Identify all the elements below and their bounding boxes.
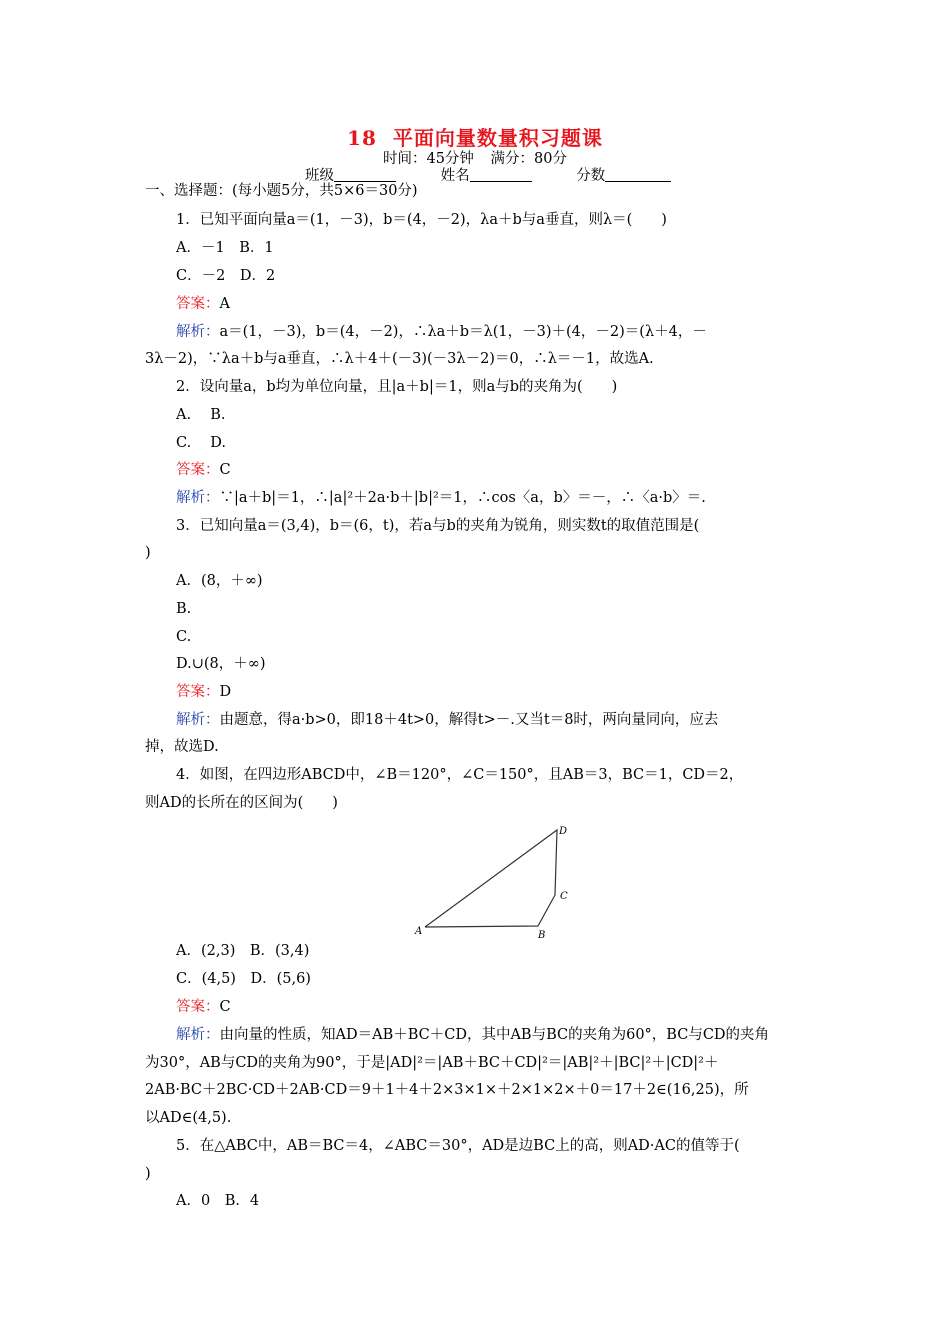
analysis-label: 解析： — [176, 1027, 220, 1043]
q4-analysis-line-1 — [176, 1026, 769, 1044]
q1-answer — [176, 295, 230, 313]
q3-answer — [176, 683, 231, 701]
q2-options-ab: A. B. — [176, 407, 226, 423]
q4-answer — [176, 998, 231, 1016]
q5-options-ab: A．0 B．4 — [176, 1193, 260, 1209]
q2-analysis-line-1 — [176, 489, 706, 507]
q1-answer-value: A — [219, 296, 230, 312]
time-limit: 时间：45分钟 — [382, 151, 474, 167]
vertex-label-a: A — [415, 926, 423, 937]
score-label: 分数 — [576, 168, 606, 184]
analysis-label: 解析： — [176, 490, 220, 506]
q1-analysis-line-2: 3λ－2)，∵λa＋b与a垂直，∴λ＋4＋(－3)(－3λ－2)＝0，∴λ＝－1，故选A. — [145, 351, 654, 367]
q2-answer-value: C — [219, 462, 231, 478]
q1-analysis-line-1 — [176, 323, 707, 341]
vertex-label-b: B — [538, 930, 546, 941]
q4-analysis-line-3: 2AB·BC＋2BC·CD＋2AB·CD＝9＋1＋4＋2×3×1×＋2×1×2×＋0＝17＋2∈(16,25)，所 — [145, 1082, 749, 1098]
vertex-label-d: D — [559, 826, 568, 837]
q3-stem-line-1: 3．已知向量a＝(3,4)，b＝(6，t)，若a与b的夹角为锐角，则实数t的取值范围是( — [176, 518, 700, 534]
q3-option-b: B. — [176, 601, 192, 617]
q4-analysis-line-2: 为30°，AB与CD的夹角为90°，于是|AD|²＝|AB＋BC＋CD|²＝|AB|²＋|BC|²＋|CD|²＋ — [145, 1055, 719, 1071]
q3-answer-value: D — [219, 684, 232, 700]
quadrilateral-figure — [405, 822, 575, 942]
q2-stem: 2．设向量a，b均为单位向量，且|a＋b|＝1，则a与b的夹角为( ) — [176, 379, 618, 395]
q1-analysis-text-1: a＝(1，－3)，b＝(4，－2)，∴λa＋b＝λ(1，－3)＋(4，－2)＝(λ＋4，－ — [219, 324, 707, 340]
class-blank — [334, 167, 396, 182]
q3-option-a: A．(8，＋∞) — [176, 573, 263, 589]
q2-answer — [176, 461, 231, 479]
q2-options-cd: C. D. — [176, 435, 227, 451]
q3-option-d: D.∪(8，＋∞) — [176, 656, 266, 672]
q1-stem: 1．已知平面向量a＝(1，－3)，b＝(4，－2)，λa＋b与a垂直，则λ＝( ) — [176, 212, 667, 228]
full-score: 满分：80分 — [490, 151, 567, 167]
analysis-label: 解析： — [176, 712, 220, 728]
q3-analysis-text-1: 由题意，得a·b>0，即18＋4t>0，解得t>－.又当t＝8时，两向量同向，应去 — [219, 712, 719, 728]
section-heading: 一、选择题：(每小题5分，共5×6＝30分) — [145, 183, 418, 199]
vertex-label-c: C — [560, 891, 568, 902]
q4-analysis-line-4: 以AD∈(4,5). — [145, 1110, 232, 1126]
q4-analysis-text-1: 由向量的性质，知AD＝AB＋BC＋CD，其中AB与BC的夹角为60°，BC与CD的夹角 — [219, 1027, 770, 1043]
analysis-label: 解析： — [176, 324, 220, 340]
lesson-number: 18 — [347, 126, 377, 150]
q1-options-cd: C．－2 D．2 — [176, 268, 276, 284]
q5-stem-line-1: 5．在△ABC中，AB＝BC＝4，∠ABC＝30°，AD是边BC上的高，则AD·AC的值等于( — [176, 1138, 740, 1154]
q4-options-ab: A．(2,3) B．(3,4) — [176, 943, 310, 959]
name-blank — [470, 167, 532, 182]
q3-stem-line-2: ) — [145, 545, 151, 561]
q3-option-c: C. — [176, 629, 192, 645]
name-label: 姓名 — [440, 168, 470, 184]
lesson-title: 平面向量数量积习题课 — [392, 126, 603, 150]
q4-stem-line-2: 则AD的长所在的区间为( ) — [145, 795, 338, 811]
q2-analysis-text-1: ∵|a＋b|＝1，∴|a|²＋2a·b＋|b|²＝1，∴cos〈a，b〉＝－，∴〈a·b〉＝. — [219, 490, 706, 506]
q3-analysis-line-2: 掉，故选D. — [145, 739, 219, 755]
answer-label: 答案： — [176, 684, 220, 700]
q4-answer-value: C — [219, 999, 231, 1015]
quadrilateral-outline — [425, 830, 557, 927]
q3-analysis-line-1 — [176, 711, 718, 729]
class-label: 班级 — [305, 168, 334, 184]
q4-options-cd: C．(4,5) D．(5,6) — [176, 971, 311, 987]
answer-label: 答案： — [176, 462, 220, 478]
q1-options-ab: A．－1 B．1 — [176, 240, 274, 256]
score-blank — [605, 167, 671, 182]
answer-label: 答案： — [176, 296, 220, 312]
answer-label: 答案： — [176, 999, 220, 1015]
q5-stem-line-2: ) — [145, 1166, 151, 1182]
q4-stem-line-1: 4．如图，在四边形ABCD中，∠B＝120°，∠C＝150°，且AB＝3，BC＝1，CD＝2， — [176, 767, 744, 783]
